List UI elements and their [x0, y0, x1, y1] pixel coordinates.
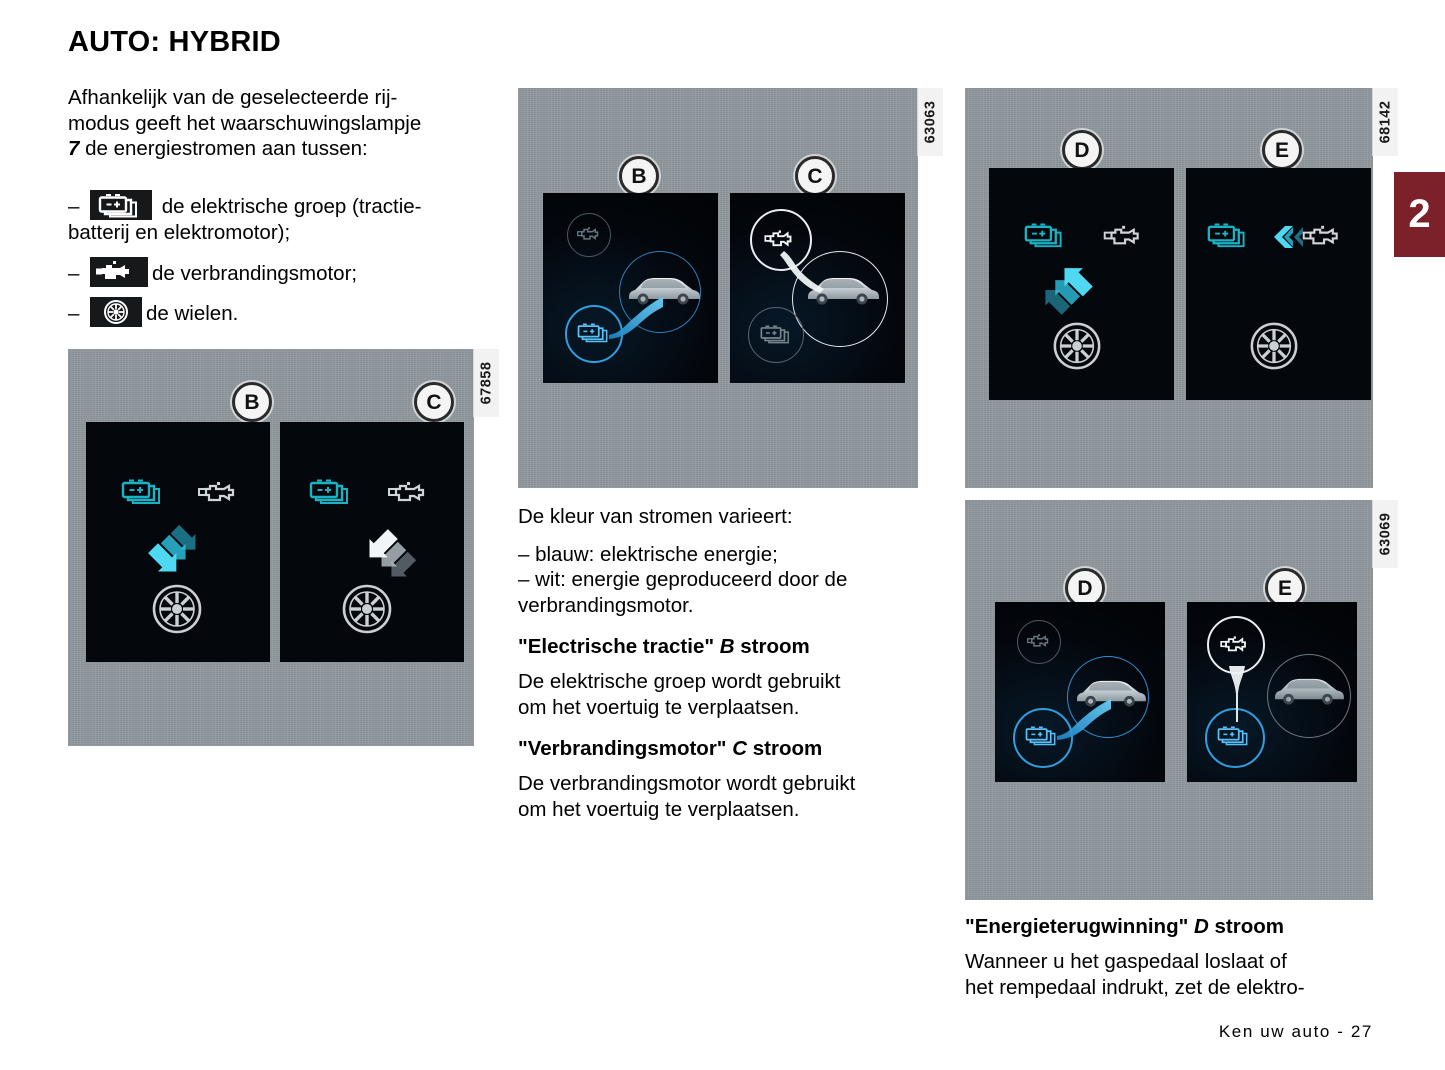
- cluster-panel-b: [86, 422, 270, 662]
- wheel-icon: [340, 582, 394, 636]
- combustion-engine-icon: [194, 477, 250, 509]
- paragraph-combustion-engine: De verbrandingsmotor wordt gebruikt om het voertuig te verplaatsen.: [518, 772, 856, 821]
- bullet-dash: –: [68, 262, 80, 285]
- bullet-wheels-text: de wielen.: [146, 302, 239, 325]
- lamp-reference: 7: [68, 137, 80, 160]
- right-column-text: [965, 914, 1373, 1000]
- infotainment-panel-b: [543, 193, 718, 383]
- panel-badge-b: B: [619, 156, 659, 196]
- middle-column-text: [518, 504, 918, 822]
- footer-text: Ken uw auto - 27: [1218, 1022, 1373, 1041]
- flow-color-bullet-blue: – blauw: elektrische energie;: [518, 542, 778, 566]
- heading-energy-recovery: "Energieterugwinning" D stroom: [965, 915, 1285, 938]
- bullet-electric-group-text: de elektrische groep (tractie-: [156, 194, 422, 218]
- figure-reference-number: 67858: [473, 349, 499, 417]
- combustion-engine-icon: [1099, 221, 1155, 252]
- infotainment-panel-c: [730, 193, 905, 383]
- combustion-engine-icon: [90, 257, 148, 287]
- cluster-panel-c: [280, 422, 464, 662]
- heading-electric-traction: "Electrische tractie" B stroom: [518, 635, 810, 658]
- blue-arrow-down-right: [138, 520, 202, 582]
- infotainment-panel-e: [1187, 602, 1357, 782]
- bullet-wheels: [68, 297, 474, 327]
- panel-badge-b: B: [232, 382, 272, 422]
- bullet-dash: –: [68, 302, 80, 325]
- blue-flow: [1053, 694, 1115, 742]
- car-icon: [1269, 674, 1347, 707]
- battery-stack-icon: [1204, 221, 1260, 252]
- figure-67858: [68, 349, 495, 746]
- flow-color-bullet-white: – wit: energie geproduceerd door de verbrandingsmotor.: [518, 568, 848, 617]
- panel-badge-c: C: [414, 382, 454, 422]
- intro-line-2: modus geeft het waarschuwingslampje: [68, 111, 422, 135]
- battery-stack-icon: [306, 477, 364, 509]
- cluster-panel-d: [989, 168, 1174, 400]
- middle-column: [518, 88, 939, 836]
- right-column: [965, 88, 1394, 1014]
- intro-line-3: de energiestromen aan tussen:: [79, 137, 368, 160]
- chapter-tab: [1394, 172, 1445, 257]
- paragraph-energy-recovery: Wanneer u het gaspedaal loslaat of het rempedaal indrukt, zet de elektro-: [965, 950, 1305, 999]
- figure-68142: [965, 88, 1394, 488]
- paragraph-electric-traction: De elektrische groep wordt gebruikt om het voertuig te verplaatsen.: [518, 670, 841, 719]
- white-flow: [778, 247, 830, 295]
- wheel-icon: [90, 297, 142, 327]
- battery-stack-icon: [1215, 724, 1259, 750]
- chapter-tab-number: 2: [1408, 192, 1431, 236]
- white-arrow-down-left: [358, 520, 422, 582]
- bullet-electric-group: [68, 190, 474, 246]
- bullet-electric-group-text-2: batterij en elektromotor);: [68, 220, 291, 244]
- heading-combustion-engine: "Verbrandingsmotor" C stroom: [518, 737, 823, 760]
- figure-reference-number: 63069: [1372, 500, 1398, 568]
- combustion-engine-icon: [1298, 221, 1354, 252]
- white-flow-vertical: [1225, 664, 1249, 726]
- combustion-engine-icon: [384, 477, 440, 509]
- figure-63063: [518, 88, 939, 488]
- combustion-engine-icon: [1218, 631, 1254, 658]
- wheel-icon: [150, 582, 204, 636]
- wheel-icon: [1248, 320, 1300, 372]
- wheel-icon: [1051, 320, 1103, 372]
- panel-badge-c: C: [795, 156, 835, 196]
- figure-reference-number: 68142: [1372, 88, 1398, 156]
- panel-badge-d: D: [1065, 568, 1105, 608]
- left-column: [68, 26, 495, 746]
- battery-stack-icon: [118, 477, 176, 509]
- page-footer: [1219, 1022, 1373, 1042]
- combustion-engine-icon: [1025, 630, 1055, 652]
- bullet-combustion-engine-text: de verbrandingsmotor;: [152, 262, 358, 285]
- battery-stack-icon: [1021, 221, 1077, 252]
- blue-flow: [605, 291, 667, 341]
- battery-stack-icon: [90, 190, 152, 220]
- intro-line-1: Afhankelijk van de geselecteerde rij-: [68, 86, 398, 109]
- intro-paragraph: [68, 85, 474, 162]
- bullet-dash: –: [68, 194, 80, 218]
- bullet-combustion-engine: [68, 257, 474, 287]
- figure-63069: [965, 500, 1394, 900]
- infotainment-panel-d: [995, 602, 1165, 782]
- panel-badge-e: E: [1262, 130, 1302, 170]
- cluster-panel-e: [1186, 168, 1371, 400]
- page-title: AUTO: HYBRID: [68, 26, 281, 58]
- battery-stack-icon: [758, 323, 800, 348]
- blue-arrow-up-left: [1037, 260, 1099, 320]
- flow-color-lead: De kleur van stromen varieert:: [518, 505, 793, 528]
- panel-badge-d: D: [1062, 130, 1102, 170]
- panel-badge-e: E: [1265, 568, 1305, 608]
- combustion-engine-icon: [575, 223, 605, 245]
- figure-reference-number: 63063: [917, 88, 943, 156]
